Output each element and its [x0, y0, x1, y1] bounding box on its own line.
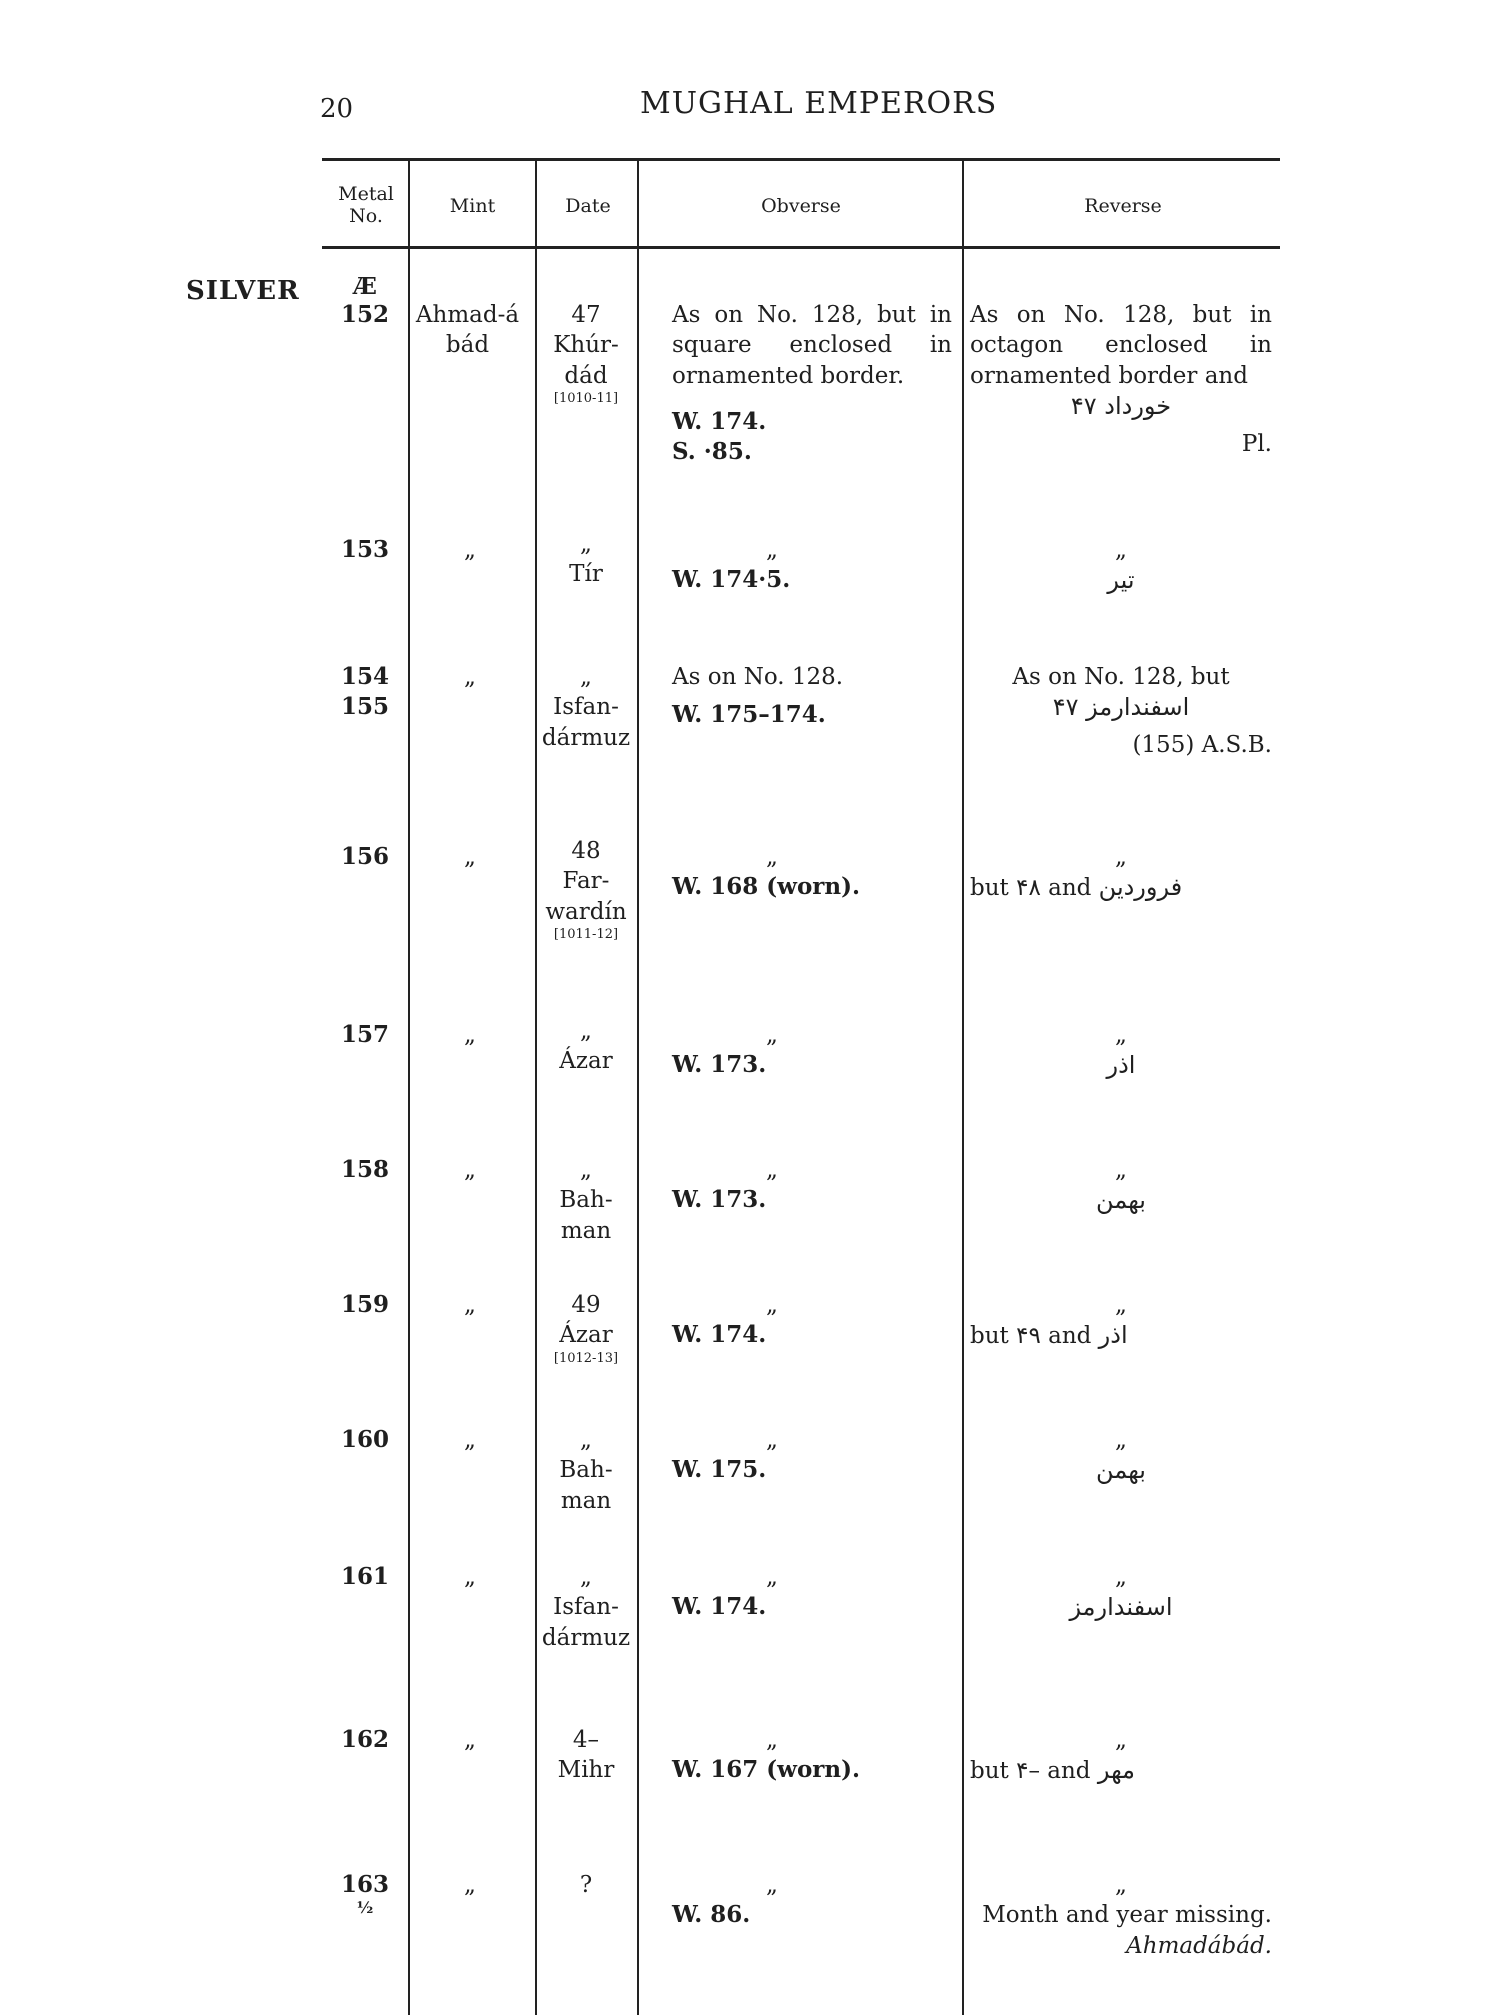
- date-bracket: [1012-13]: [553, 1350, 619, 1366]
- obverse-ref: W. 174.: [672, 1593, 767, 1621]
- mint-cell: „: [464, 1727, 476, 1753]
- date-cell: „ Isfan- dármuz: [541, 664, 631, 751]
- coin-number: 162: [340, 1726, 389, 1753]
- column-divider-1: [408, 160, 410, 2015]
- date-bracket: [1011-12]: [553, 927, 619, 943]
- obverse-cell: „ W. 174·5.: [672, 535, 952, 596]
- coin-fraction: ½: [356, 1898, 374, 1918]
- date-cell: 47 Khúr- dád [1010-11]: [537, 300, 635, 407]
- reverse-note: (155) A.S.B.: [1132, 732, 1272, 759]
- reverse-cell: „ بهمن: [970, 1425, 1272, 1487]
- reverse-persian: اسفندارمز: [1069, 1593, 1173, 1622]
- coin-number: 161: [340, 1563, 389, 1590]
- header-metal-no: Metal No.: [338, 183, 394, 227]
- header-date: Date: [565, 195, 611, 217]
- obverse-cell: „ W. 173.: [672, 1020, 952, 1081]
- obverse-cell: As on No. 128, but in square enclosed in ornamented border. W. 174. S. ·85.: [672, 300, 952, 468]
- reverse-prefix: but ۴۸ and: [970, 875, 1092, 902]
- mint-cell: „: [464, 844, 476, 870]
- reverse-persian: بهمن: [1096, 1456, 1146, 1485]
- date-bracket: [1010-11]: [553, 391, 619, 407]
- obverse-ref: W. 174.: [672, 1321, 767, 1349]
- reverse-text: Month and year missing.: [982, 1902, 1272, 1929]
- header-mint: Mint: [449, 195, 496, 217]
- reverse-prefix: but ۴– and: [970, 1758, 1091, 1785]
- obverse-cell: „ W. 167 (worn).: [672, 1725, 952, 1786]
- obverse-cell: „ W. 168 (worn).: [672, 842, 952, 903]
- mint-cell: „: [464, 537, 476, 563]
- mint-cell: „: [464, 664, 476, 690]
- running-head: MUGHAL EMPERORS: [640, 86, 998, 121]
- reverse-cell: „ but ۴– and مهر: [970, 1727, 1135, 1785]
- page-number: 20: [320, 94, 354, 124]
- obverse-cell: „ W. 175.: [672, 1425, 952, 1486]
- obverse-ref: W. 167 (worn).: [672, 1756, 861, 1784]
- obverse-ref: W. 174.: [672, 408, 767, 436]
- obverse-ref: W. 173.: [672, 1051, 767, 1079]
- reverse-persian: تیر: [1107, 566, 1135, 595]
- obverse-cell: „ W. 86.: [672, 1870, 952, 1931]
- obverse-ref: S. ·85.: [672, 438, 752, 466]
- mint-cell: „: [464, 1872, 476, 1898]
- reverse-persian: فروردین: [1098, 873, 1183, 902]
- coin-number: 153: [340, 536, 389, 563]
- obverse-ref: W. 86.: [672, 1901, 751, 1929]
- date-cell: ?: [579, 1872, 593, 1898]
- date-cell: 4– Mihr: [557, 1727, 615, 1784]
- reverse-cell: „ Month and year missing. Ahmadábád.: [970, 1870, 1272, 1961]
- column-divider-4: [962, 160, 964, 2015]
- reverse-note: Pl.: [1241, 430, 1272, 457]
- date-cell: 48 Far- wardín [1011-12]: [537, 836, 635, 943]
- obverse-cell: „ W. 174.: [672, 1290, 952, 1351]
- mint-cell: „: [464, 1022, 476, 1048]
- date-cell: „ Bah- man: [559, 1157, 613, 1244]
- coin-number: 159: [340, 1291, 389, 1318]
- obverse-cell: As on No. 128. W. 175–174.: [672, 662, 952, 731]
- reverse-cell: „ اذر: [970, 1020, 1272, 1082]
- obverse-ref: W. 174·5.: [672, 566, 791, 594]
- coin-number: 163 ½: [330, 1870, 400, 1917]
- header-obverse: Obverse: [761, 195, 841, 217]
- date-cell: „ Tír: [569, 531, 603, 588]
- coin-number: 154 155: [340, 663, 389, 721]
- date-cell: „ Ázar: [559, 1018, 613, 1075]
- header-reverse: Reverse: [1084, 195, 1162, 217]
- metal-label: SILVER: [186, 276, 300, 306]
- coin-number: 158: [340, 1156, 389, 1183]
- reverse-persian: بهمن: [1096, 1186, 1146, 1215]
- coin-number: 160: [340, 1426, 389, 1453]
- obverse-ref: W. 175.: [672, 1456, 767, 1484]
- obverse-ref: W. 175–174.: [672, 701, 826, 729]
- obverse-ref: W. 168 (worn).: [672, 873, 861, 901]
- date-cell: 49 Ázar [1012-13]: [537, 1290, 635, 1366]
- date-cell: „ Isfan- dármuz: [541, 1564, 631, 1651]
- mint-cell: „: [464, 1292, 476, 1318]
- date-cell: „ Bah- man: [559, 1427, 613, 1514]
- reverse-persian: اذر: [1098, 1321, 1128, 1350]
- reverse-cell: „ اسفندارمز: [970, 1562, 1272, 1624]
- mint-cell: Ahmad-ábád: [415, 302, 520, 359]
- reverse-cell: As on No. 128, but in octagon enclosed in ornamented border and خورداد ۴۷ Pl.: [970, 300, 1272, 459]
- obverse-cell: „ W. 173.: [672, 1155, 952, 1216]
- obverse-cell: „ W. 174.: [672, 1562, 952, 1623]
- mint-cell: „: [464, 1564, 476, 1590]
- header-bottom-rule: [322, 246, 1280, 249]
- column-divider-3: [637, 160, 639, 2015]
- reverse-cell: „ but ۴۸ and فروردین: [970, 844, 1183, 902]
- reverse-cell: „ تیر: [970, 535, 1272, 597]
- coin-number: 156: [340, 843, 389, 870]
- metal-symbol: Æ: [353, 273, 377, 300]
- reverse-cell: „ بهمن: [970, 1155, 1272, 1217]
- reverse-persian: مهر: [1097, 1756, 1135, 1785]
- reverse-prefix: but ۴۹ and: [970, 1323, 1092, 1350]
- reverse-persian: اذر: [1106, 1051, 1136, 1080]
- mint-cell: „: [464, 1157, 476, 1183]
- table-top-rule: [322, 158, 1280, 161]
- obverse-ref: W. 173.: [672, 1186, 767, 1214]
- reverse-cell: „ but ۴۹ and اذر: [970, 1292, 1128, 1350]
- coin-number: 152: [340, 301, 389, 328]
- coin-number: 157: [340, 1021, 389, 1048]
- reverse-persian: اسفندارمز ۴۷: [1052, 693, 1190, 722]
- reverse-persian: خورداد ۴۷: [1070, 392, 1172, 421]
- mint-cell: „: [464, 1427, 476, 1453]
- reverse-cell: As on No. 128, but اسفندارمز ۴۷ (155) A.S.B.: [970, 662, 1272, 760]
- reverse-note: Ahmadábád.: [1126, 1932, 1272, 1959]
